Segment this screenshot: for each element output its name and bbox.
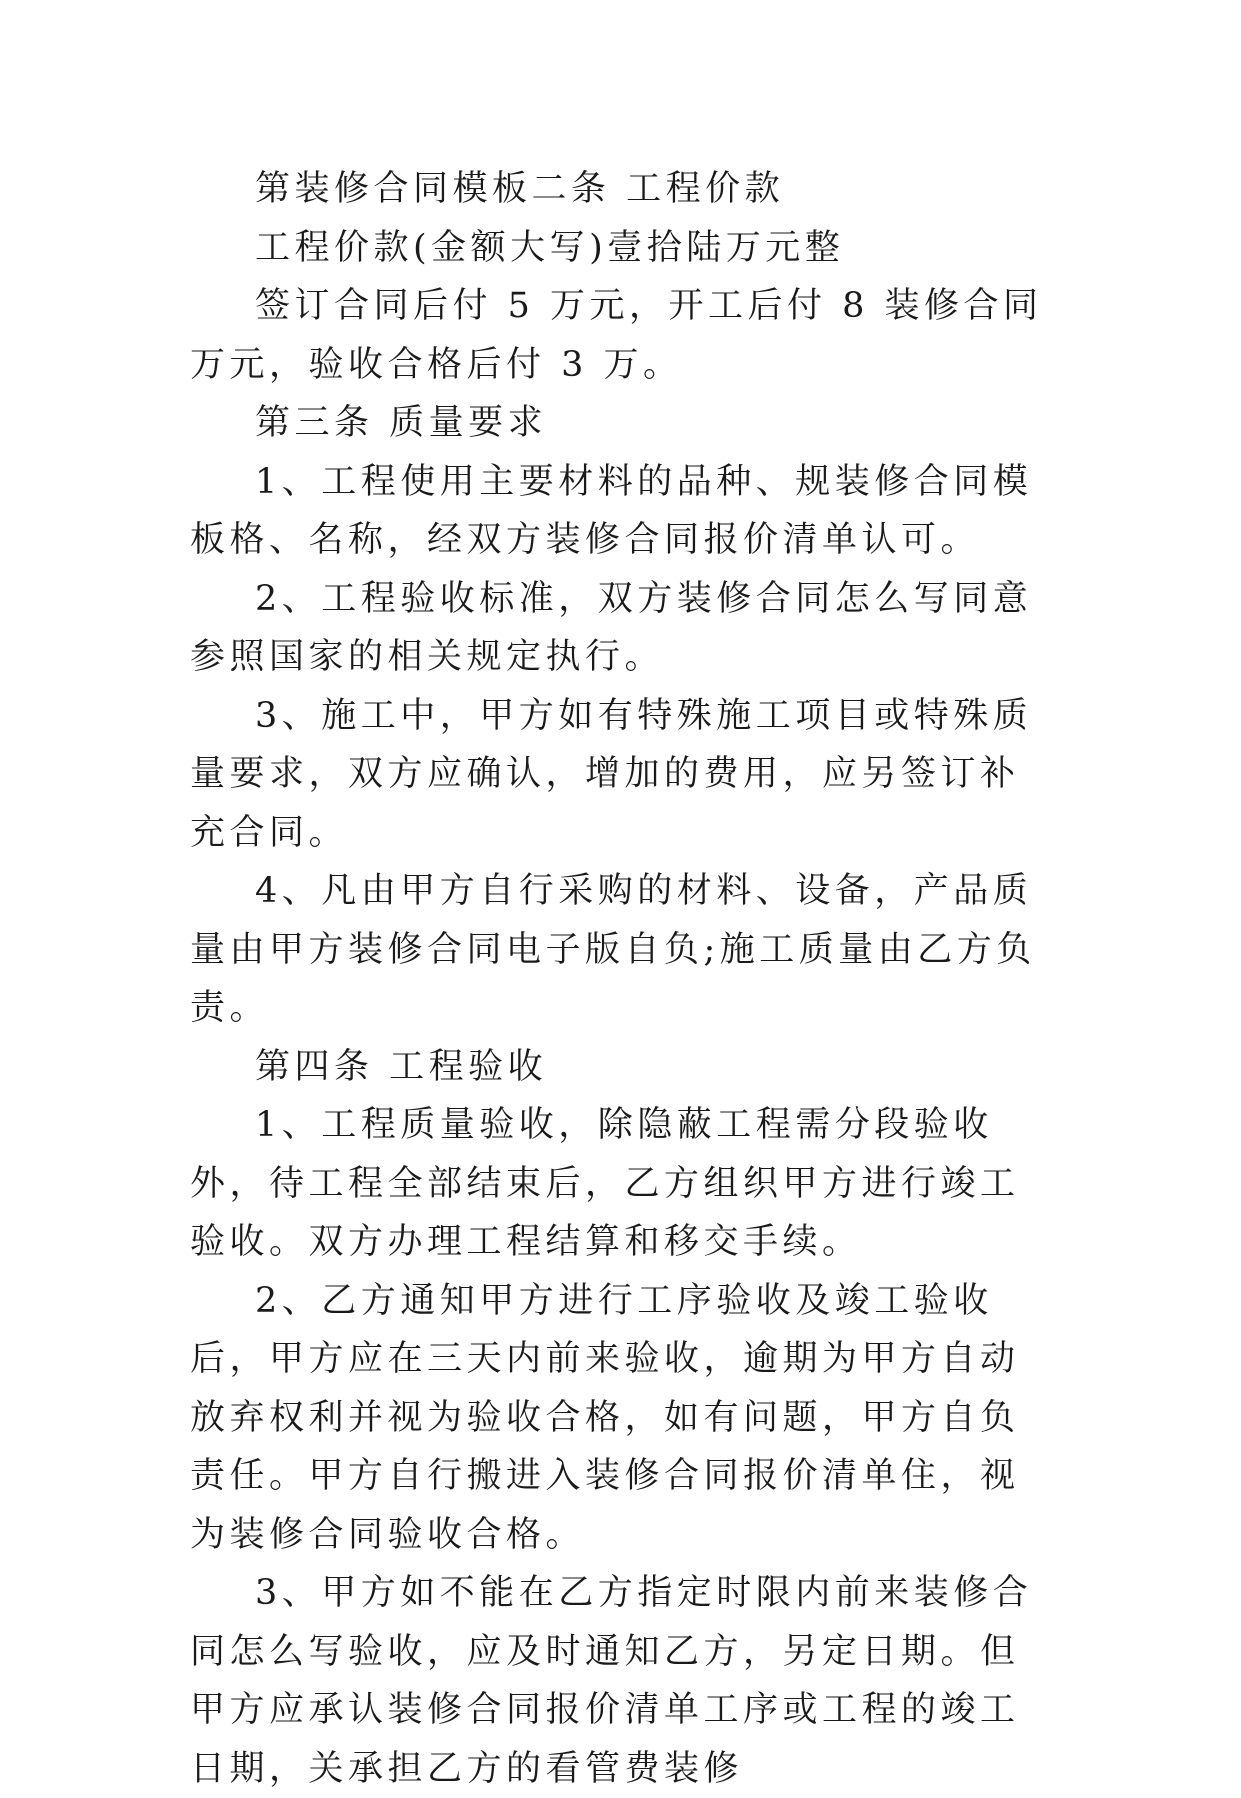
document-body bbox=[190, 160, 1050, 1798]
paragraph-quality-4: 4、凡由甲方自行采购的材料、设备，产品质量由甲方装修合同电子版自负;施工质量由乙方负责。 bbox=[190, 871, 1036, 1028]
paragraph-quality-3: 3、施工中，甲方如有特殊施工项目或特殊质量要求，双方应确认，增加的费用，应另签订补充合同。 bbox=[190, 695, 1033, 853]
section-heading-price: 第装修合同模板二条 工程价款 bbox=[255, 169, 785, 209]
paragraph-acceptance-3: 3、甲方如不能在乙方指定时限内前来装修合同怎么写验收，应及时通知乙方，另定日期。但甲方应承认装修合同报价清单工序或工程的竣工日期，关承担乙方的看管费装修 bbox=[190, 1573, 1033, 1789]
paragraph-quality-2: 2、工程验收标准，双方装修合同怎么写同意参照国家的相关规定执行。 bbox=[190, 578, 1033, 677]
paragraph-acceptance-2: 2、乙方通知甲方进行工序验收及竣工验收后，甲方应在三天内前来验收，逾期为甲方自动放弃权利并视为验收合格，如有问题，甲方自负责任。甲方自行搬进入装修合同报价清单住，视为装修合同验收合格。 bbox=[190, 1280, 1020, 1555]
paragraph-acceptance-1: 1、工程质量验收，除隐蔽工程需分段验收外，待工程全部结束后，乙方组织甲方进行竣工验收。双方办理工程结算和移交手续。 bbox=[190, 1105, 1020, 1262]
paragraph-price-amount: 工程价款(金额大写)壹拾陆万元整 bbox=[255, 227, 845, 268]
paragraph-payment-schedule: 签订合同后付 5 万元，开工后付 8 装修合同万元，验收合格后付 3 万。 bbox=[190, 286, 1043, 385]
section-heading-quality: 第三条 质量要求 bbox=[255, 403, 548, 443]
paragraph-quality-1: 1、工程使用主要材料的品种、规装修合同模板格、名称，经双方装修合同报价清单认可。 bbox=[190, 461, 1033, 560]
section-heading-acceptance: 第四条 工程验收 bbox=[255, 1046, 548, 1087]
